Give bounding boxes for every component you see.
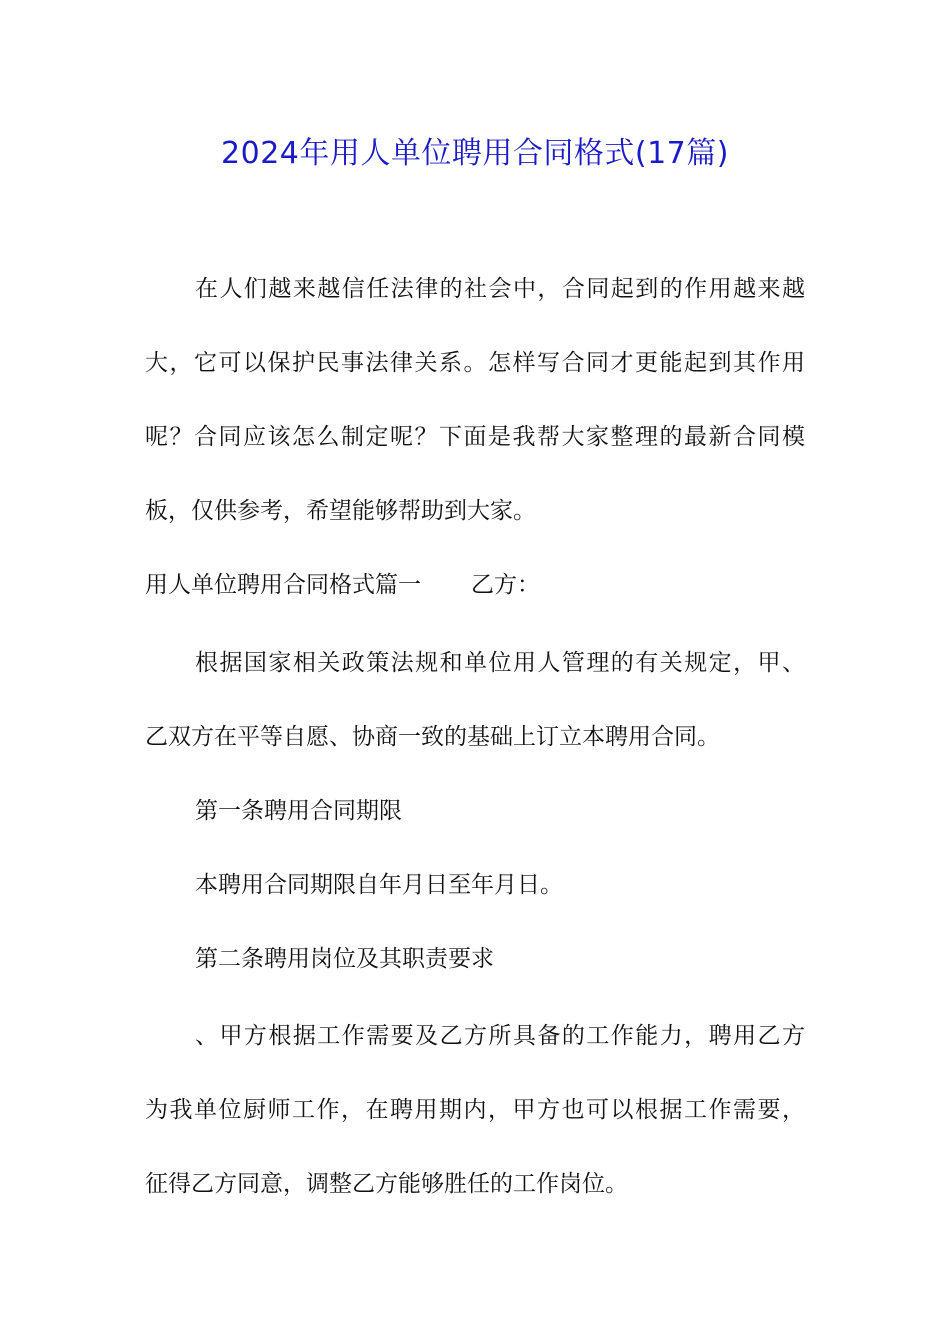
article2-heading: 第二条聘用岗位及其职责要求 [195, 946, 494, 972]
section-heading-line [145, 566, 540, 599]
document-title: 2024年用人单位聘用合同格式(17篇) [221, 136, 729, 171]
article1-text: 本聘用合同期限自年月日至年月日。 [195, 872, 563, 898]
intro-line-4: 板，仅供参考，希望能够帮助到大家。 [145, 498, 536, 524]
article2-line-3: 征得乙方同意，调整乙方能够胜任的工作岗位。 [145, 1171, 628, 1197]
section-heading: 用人单位聘用合同格式篇一 [145, 572, 421, 598]
party-b-label: 乙方： [471, 572, 540, 598]
para1-line-1: 根据国家相关政策法规和单位用人管理的有关规定，甲、 [195, 650, 805, 676]
intro-line-2: 大，它可以保护民事法律关系。怎样写合同才更能起到其作用 [145, 350, 805, 376]
para1-line-2: 乙双方在平等自愿、协商一致的基础上订立本聘用合同。 [145, 724, 720, 750]
article2-line-2: 为我单位厨师工作，在聘用期内，甲方也可以根据工作需要， [145, 1097, 805, 1123]
intro-line-1: 在人们越来越信任法律的社会中，合同起到的作用越来越 [195, 276, 805, 302]
article1-heading: 第一条聘用合同期限 [195, 798, 402, 824]
article2-line-1: 、甲方根据工作需要及乙方所具备的工作能力，聘用乙方 [195, 1023, 805, 1049]
intro-line-3: 呢？合同应该怎么制定呢？下面是我帮大家整理的最新合同模 [145, 424, 805, 450]
